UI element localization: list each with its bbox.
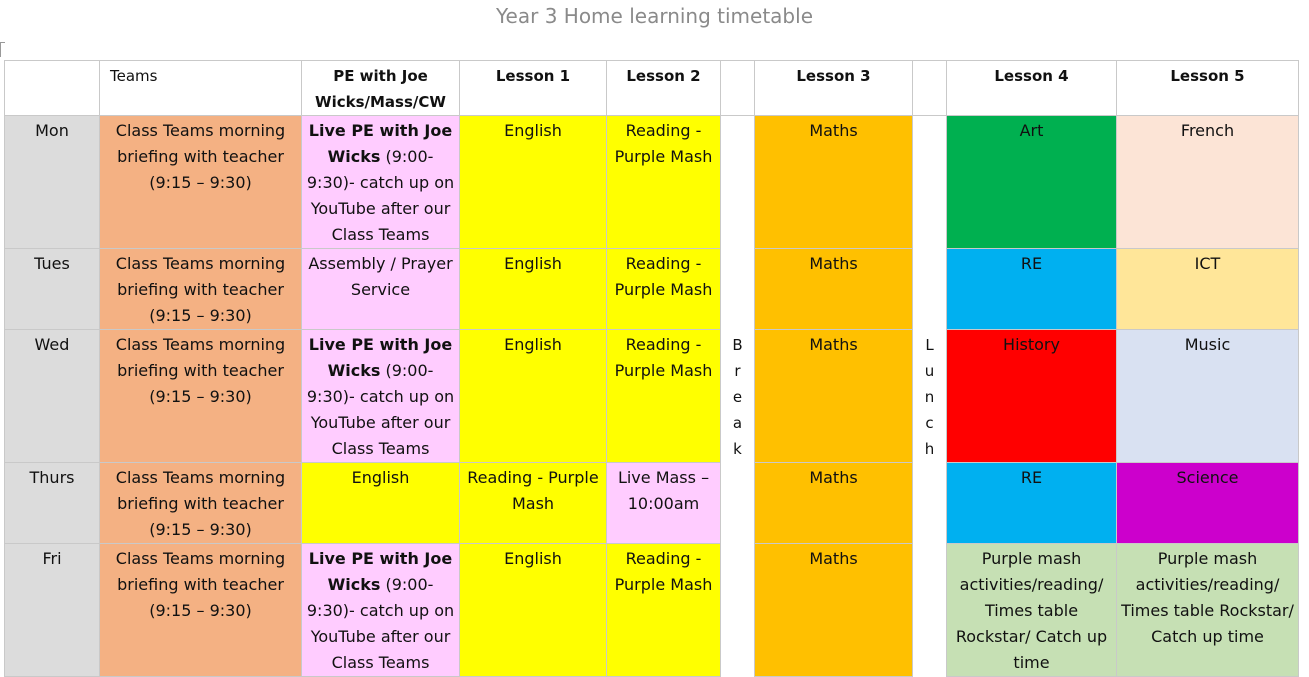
table-row [5, 544, 1299, 677]
pe-cell [302, 544, 460, 677]
lesson4-cell: Art [947, 116, 1117, 249]
header-lesson-2: Lesson 2 [607, 61, 721, 116]
break-letter: a [732, 414, 743, 433]
teams-cell: Class Teams morning briefing with teacher (9:15 – 9:30) [100, 330, 302, 463]
pe-live-label: Live PE with Joe Wicks [308, 335, 453, 380]
teams-cell: Class Teams morning briefing with teacher (9:15 – 9:30) [100, 544, 302, 677]
lesson1-cell: English [460, 330, 607, 463]
header-break-gap [721, 61, 755, 116]
pe-cell [302, 116, 460, 249]
lesson2-cell: Reading - Purple Mash [607, 249, 721, 330]
lunch-column [913, 116, 947, 677]
pe-live-detail: (9:00-9:30)- catch up on YouTube after our Class Teams [306, 361, 455, 458]
lunch-letter: n [924, 388, 935, 407]
lesson4-cell: History [947, 330, 1117, 463]
day-cell: Mon [5, 116, 100, 249]
page-title: Year 3 Home learning timetable [496, 4, 813, 28]
day-cell: Thurs [5, 463, 100, 544]
pe-live-detail: (9:00-9:30)- catch up on YouTube after our Class Teams [306, 575, 455, 672]
header-lesson-3: Lesson 3 [755, 61, 913, 116]
lunch-letter: u [924, 362, 935, 381]
header-lesson-4: Lesson 4 [947, 61, 1117, 116]
table-row [5, 330, 1299, 463]
lesson2-cell: Live Mass – 10:00am [607, 463, 721, 544]
lesson1-cell: English [460, 544, 607, 677]
corner-cell [5, 61, 100, 116]
day-cell: Fri [5, 544, 100, 677]
lesson2-cell: Reading - Purple Mash [607, 544, 721, 677]
pe-cell [302, 330, 460, 463]
lunch-letter: L [925, 336, 934, 355]
pe-cell: Assembly / Prayer Service [302, 249, 460, 330]
header-lesson-1: Lesson 1 [460, 61, 607, 116]
pe-live-label: Live PE with Joe Wicks [308, 121, 453, 166]
lesson3-cell: Maths [755, 330, 913, 463]
timetable [4, 60, 1299, 677]
teams-cell: Class Teams morning briefing with teacher (9:15 – 9:30) [100, 116, 302, 249]
pe-live-label: Live PE with Joe Wicks [308, 549, 453, 594]
day-cell: Wed [5, 330, 100, 463]
lesson3-cell: Maths [755, 463, 913, 544]
lesson5-cell: Purple mash activities/reading/ Times table Rockstar/ Catch up time [1117, 544, 1299, 677]
pe-cell[interactable]: English [302, 463, 460, 544]
lesson5-cell: Music [1117, 330, 1299, 463]
lesson3-cell: Maths [755, 249, 913, 330]
lesson2-cell: Reading - Purple Mash [607, 330, 721, 463]
header-row [5, 61, 1299, 116]
lesson3-cell: Maths [755, 116, 913, 249]
break-letter: B [732, 336, 743, 355]
teams-cell: Class Teams morning briefing with teacher (9:15 – 9:30) [100, 463, 302, 544]
table-row [5, 116, 1299, 249]
break-letter: k [733, 440, 742, 459]
lunch-letter: h [924, 440, 935, 459]
lesson2-cell: Reading - Purple Mash [607, 116, 721, 249]
lesson4-cell: RE [947, 463, 1117, 544]
lesson1-cell: English [460, 116, 607, 249]
table-row [5, 463, 1299, 544]
break-letter: r [734, 362, 741, 381]
lesson4-cell: Purple mash activities/reading/ Times table Rockstar/ Catch up time [947, 544, 1117, 677]
table-row [5, 249, 1299, 330]
table-move-handle[interactable] [0, 42, 5, 57]
header-lesson-5: Lesson 5 [1117, 61, 1299, 116]
lesson3-cell: Maths [755, 544, 913, 677]
lesson5-cell: ICT [1117, 249, 1299, 330]
header-teams: Teams [100, 61, 302, 116]
lesson5-cell: French [1117, 116, 1299, 249]
day-cell: Tues [5, 249, 100, 330]
lesson1-cell: English [460, 249, 607, 330]
header-lunch-gap [913, 61, 947, 116]
header-pe: PE with Joe Wicks/Mass/CW [302, 61, 460, 116]
pe-live-detail: (9:00-9:30)- catch up on YouTube after our Class Teams [306, 147, 455, 244]
lunch-letter: c [925, 414, 934, 433]
lesson4-cell: RE [947, 249, 1117, 330]
teams-cell: Class Teams morning briefing with teacher (9:15 – 9:30) [100, 249, 302, 330]
lesson5-cell: Science [1117, 463, 1299, 544]
lesson1-cell: Reading - Purple Mash [460, 463, 607, 544]
break-column [721, 116, 755, 677]
break-letter: e [732, 388, 743, 407]
